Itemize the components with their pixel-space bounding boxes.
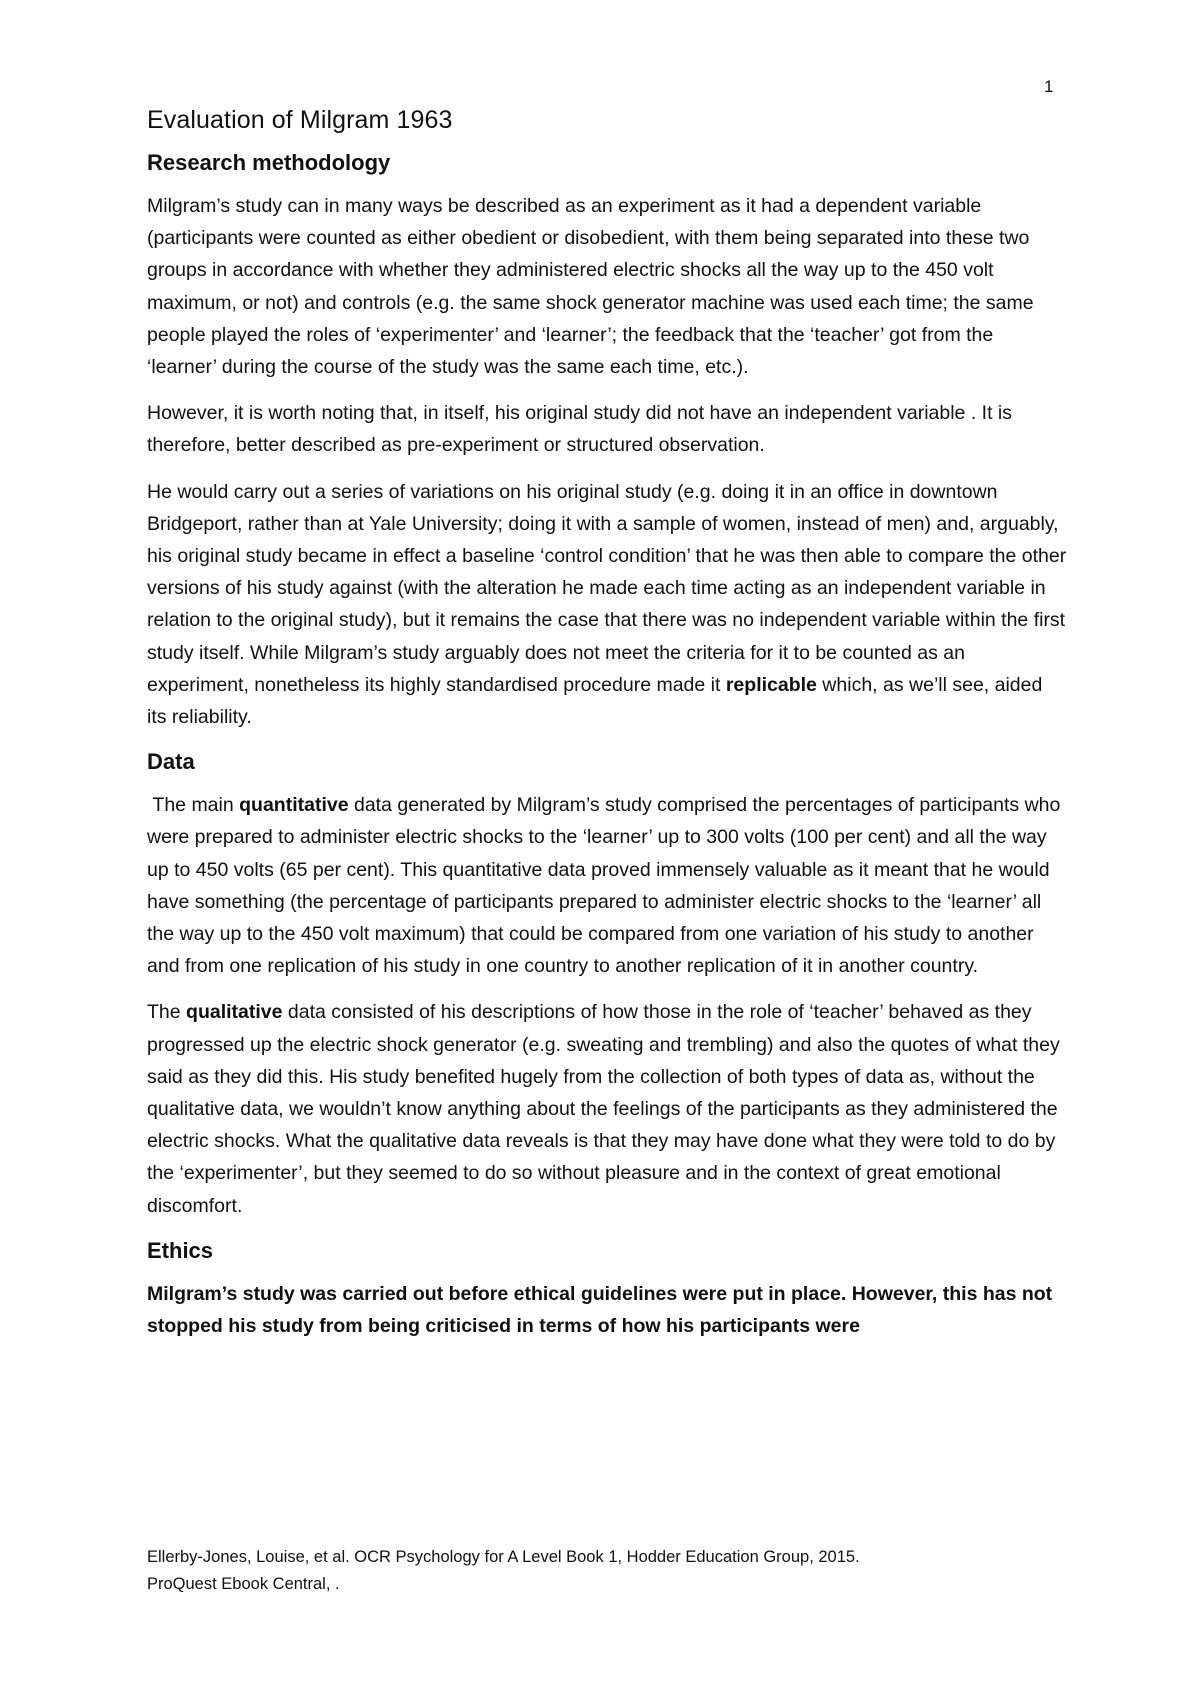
bold-term: qualitative <box>186 1001 283 1024</box>
paragraph: Milgram’s study was carried out before ethical guidelines were put in place. However, this has not stopped his study from being criticised in terms of how his participants were <box>147 1282 1053 1338</box>
paragraph-text: The main <box>147 794 240 817</box>
paragraph-text: data consisted of his descriptions of how those in the role of ‘teacher’ behaved as they progressed up the electric shock generator (e.g. sweating and trembling) and also the quotes of what they said as they did this. His study benefited hugely from the collection of both types of data as, without the qualitative data, we wouldn’t know anything about the feelings of the participants as they administered the electric shocks. What the qualitative data reveals is that they may have done what they were told to do by the ‘experimenter’, but they seemed to do so without pleasure and in the context of great emotional discomfort. <box>147 1001 1060 1217</box>
citation-footer <box>147 1544 1067 1598</box>
paragraph-text: The <box>147 1001 187 1024</box>
paragraph: However, it is worth noting that, in itself, his original study did not have an independent variable . It is therefore, better described as pre-experiment or structured observation. <box>147 402 1012 457</box>
bold-term: quantitative <box>239 794 349 817</box>
section-heading-ethics: Ethics <box>147 1237 214 1263</box>
citation-line: ProQuest Ebook Central, . <box>147 1575 340 1593</box>
paragraph: Milgram’s study can in many ways be described as an experiment as it had a dependent variable (participants were counted as either obedient or disobedient, with them being separated into these two groups in accordance with whether they administered electric shocks all the way up to the 450 volt maximum, or not) and controls (e.g. the same shock generator machine was used each time; the same people played the roles of ‘experimenter’ and ‘learner’; the feedback that the ‘teacher’ got from the ‘learner’ during the course of the study was the same each time, etc.). <box>147 195 1034 379</box>
paragraph <box>147 789 1067 982</box>
citation-line: Ellerby-Jones, Louise, et al. OCR Psychology for A Level Book 1, Hodder Education Group, 2015. <box>147 1548 860 1566</box>
paragraph-text: which, as we’ll see, aided its reliability. <box>147 673 1043 729</box>
document-body <box>147 104 1067 1356</box>
bold-term: replicable <box>725 673 817 696</box>
paragraph <box>147 476 1067 734</box>
paragraph-text: data generated by Milgram’s study comprised the percentages of participants who were prepared to administer electric shocks to the ‘learner’ up to 300 volts (100 per cent) and all the way up to 450 volts (65 per cent). This quantitative data proved immensely valuable as it meant that he would have something (the percentage of participants prepared to administer electric shocks to the ‘learner’ all the way up to the 450 volt maximum) that could be compared from one variation of his study to another and from one replication of his study in one country to another replication of it in another country. <box>147 794 1061 978</box>
paragraph-text: He would carry out a series of variations on his original study (e.g. doing it in an office in downtown Bridgeport, rather than at Yale University; doing it with a sample of women, instead of men) and, arguably, his original study became in effect a baseline ‘control condition’ that he was then able to compare the other versions of his study against (with the alteration he made each time acting as an independent variable in relation to the original study), but it remains the case that there was no independent variable within the first study itself. While Milgram’s study arguably does not meet the criteria for it to be counted as an experiment, nonetheless its highly standardised procedure made it <box>147 480 1067 696</box>
document-title: Evaluation of Milgram 1963 <box>147 106 453 134</box>
section-heading-methodology: Research methodology <box>147 150 391 175</box>
paragraph <box>147 996 1067 1221</box>
page-number: 1 <box>1044 77 1054 96</box>
section-heading-data: Data <box>147 749 195 775</box>
